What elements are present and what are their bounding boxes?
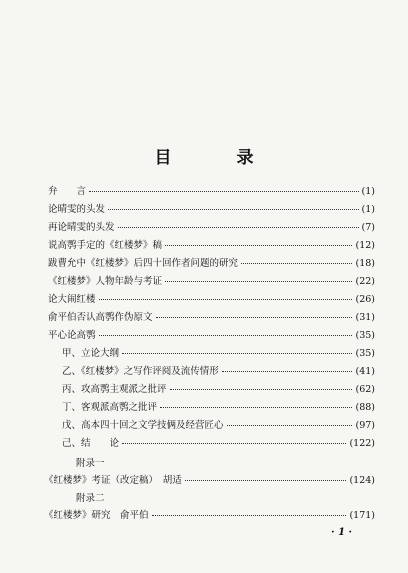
toc-entry-page: (12) [355, 240, 375, 251]
appendix-heading: 附录一 [76, 458, 105, 469]
toc-entry[interactable] [48, 274, 375, 289]
page-title: 目 录 [154, 148, 278, 168]
toc-entry-label: 再论晴雯的头发 [48, 222, 115, 233]
toc-entry-label: 说高鹗手定的《红楼梦》稿 [48, 240, 163, 251]
leader-dots [122, 443, 346, 444]
toc-entry[interactable] [48, 310, 375, 325]
toc-entry-label: 《红楼梦》研究 俞平伯 [44, 510, 149, 521]
leader-dots [170, 389, 353, 390]
toc-subentry[interactable] [62, 400, 375, 415]
toc-entry[interactable] [48, 238, 375, 253]
toc-entry[interactable] [48, 292, 375, 307]
toc-entry-page: (1) [361, 186, 375, 197]
toc-entry[interactable] [44, 508, 375, 523]
toc-entry-label: 俞平伯否认高鹗作伪原文 [48, 312, 153, 323]
leader-dots [99, 335, 353, 336]
toc-entry[interactable] [48, 202, 375, 217]
toc-entry[interactable] [44, 473, 375, 488]
toc-entry-label: 论晴雯的头发 [48, 204, 106, 215]
leader-dots [108, 209, 359, 210]
leader-dots [227, 425, 353, 426]
toc-entry[interactable] [48, 184, 375, 199]
toc-entry-label: 平心论高鹗 [48, 330, 96, 341]
toc-entry-label: 弁 言 [48, 186, 87, 197]
toc-entry-page: (18) [355, 258, 375, 269]
leader-dots [156, 317, 353, 318]
toc-entry-label: 戊、高本四十回之文学技俩及经营匠心 [62, 420, 224, 431]
toc-subentry[interactable] [62, 364, 375, 379]
leader-dots [185, 480, 347, 481]
toc-entry-page: (31) [355, 312, 375, 323]
toc-entry-page: (97) [355, 420, 375, 431]
appendix-heading: 附录二 [76, 493, 105, 504]
toc-entry-label: 丙、攻高鹗主观派之批评 [62, 384, 167, 395]
toc-entry[interactable] [48, 220, 375, 235]
toc-entry-page: (124) [349, 475, 375, 486]
toc-entry-page: (35) [355, 330, 375, 341]
toc-entry[interactable] [48, 328, 375, 343]
toc-subentry[interactable] [62, 346, 375, 361]
toc-entry-label: 论大闹红楼 [48, 294, 96, 305]
toc-entry-page: (62) [355, 384, 375, 395]
toc-entry-page: (1) [361, 204, 375, 215]
toc-entry-page: (122) [349, 438, 375, 449]
toc-entry-page: (88) [355, 402, 375, 413]
leader-dots [160, 407, 352, 408]
toc-entry-label: 丁、客观派高鹗之批评 [62, 402, 158, 413]
toc-entry-label: 乙、《红楼梦》之写作评阅及流传情形 [62, 366, 219, 377]
toc-entry[interactable] [48, 256, 375, 271]
leader-dots [222, 371, 353, 372]
leader-dots [118, 227, 359, 228]
toc-entry-label: 跋曹允中《红楼梦》后四十回作者问题的研究 [48, 258, 239, 269]
leader-dots [99, 299, 353, 300]
toc-entry-page: (171) [349, 510, 375, 521]
leader-dots [165, 245, 352, 246]
leader-dots [89, 191, 359, 192]
toc-entry-page: (22) [355, 276, 375, 287]
page-number: · 1 · [331, 527, 352, 538]
toc-entry-page: (7) [361, 222, 375, 233]
toc-entry-page: (35) [355, 348, 375, 359]
toc-entry-label: 甲、立论大纲 [62, 348, 120, 359]
toc-entry-page: (26) [355, 294, 375, 305]
toc-entry-page: (41) [355, 366, 375, 377]
leader-dots [152, 515, 347, 516]
leader-dots [122, 353, 352, 354]
toc-subentry[interactable] [62, 382, 375, 397]
toc-subentry[interactable] [62, 418, 375, 433]
toc-entry-label: 《红楼梦》人物年龄与考证 [48, 276, 163, 287]
toc-subentry[interactable] [62, 436, 375, 451]
toc-entry-label: 己、结 论 [62, 438, 120, 449]
leader-dots [165, 281, 352, 282]
leader-dots [241, 263, 352, 264]
toc-entry-label: 《红楼梦》考证（改定稿） 胡适 [44, 475, 182, 486]
